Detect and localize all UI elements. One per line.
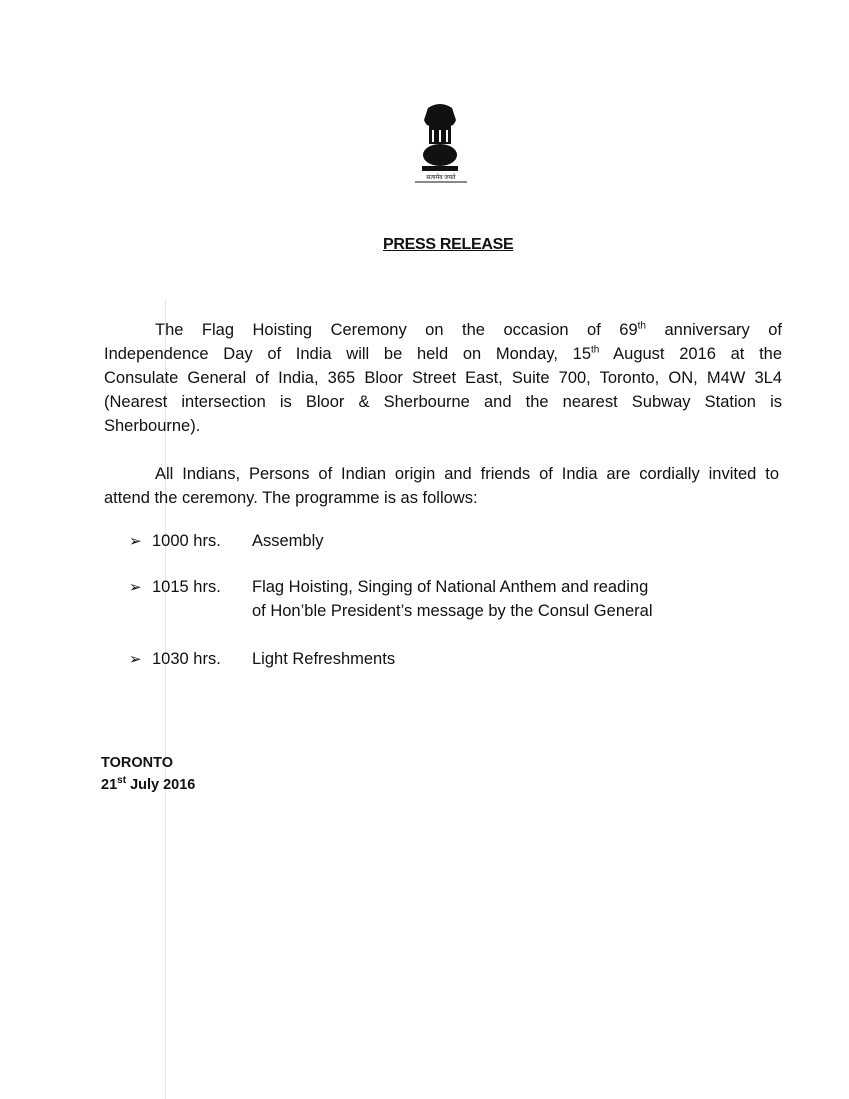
- paragraph-line: Sherbourne).: [104, 417, 201, 435]
- national-emblem-logo: [410, 100, 470, 185]
- programme-desc: Light Refreshments: [252, 650, 396, 668]
- paragraph-line: (Nearest intersection is Bloor & Sherbourne and the nearest Subway Station is: [104, 393, 782, 411]
- programme-desc: of Hon’ble President’s message by the Consul General: [252, 602, 653, 620]
- emblem-motto: सत्यमेव जयते: [426, 175, 456, 181]
- programme-desc: Flag Hoisting, Singing of National Anthem and reading: [252, 578, 649, 596]
- paragraph-line: Independence Day of India will be held on Monday, 15th August 2016 at the: [104, 344, 783, 363]
- paragraph-line: attend the ceremony. The programme is as follows:: [104, 489, 478, 507]
- programme-time: 1015 hrs.: [152, 578, 221, 596]
- programme-time: 1030 hrs.: [152, 650, 221, 668]
- arrow-bullet-icon: ➢: [129, 579, 142, 596]
- footer-date: 21st July 2016: [101, 775, 196, 793]
- page-title: PRESS RELEASE: [383, 236, 514, 253]
- paragraph-line: Consulate General of India, 365 Bloor Street East, Suite 700, Toronto, ON, M4W 3L4: [104, 369, 782, 387]
- paragraph-line: All Indians, Persons of Indian origin and friends of India are cordially invited to: [155, 465, 779, 483]
- arrow-bullet-icon: ➢: [129, 651, 142, 668]
- arrow-bullet-icon: ➢: [129, 533, 142, 550]
- footer-place: TORONTO: [101, 755, 173, 771]
- programme-desc: Assembly: [252, 532, 324, 550]
- paragraph-line: The Flag Hoisting Ceremony on the occasion of 69th anniversary of: [155, 320, 782, 339]
- programme-time: 1000 hrs.: [152, 532, 221, 550]
